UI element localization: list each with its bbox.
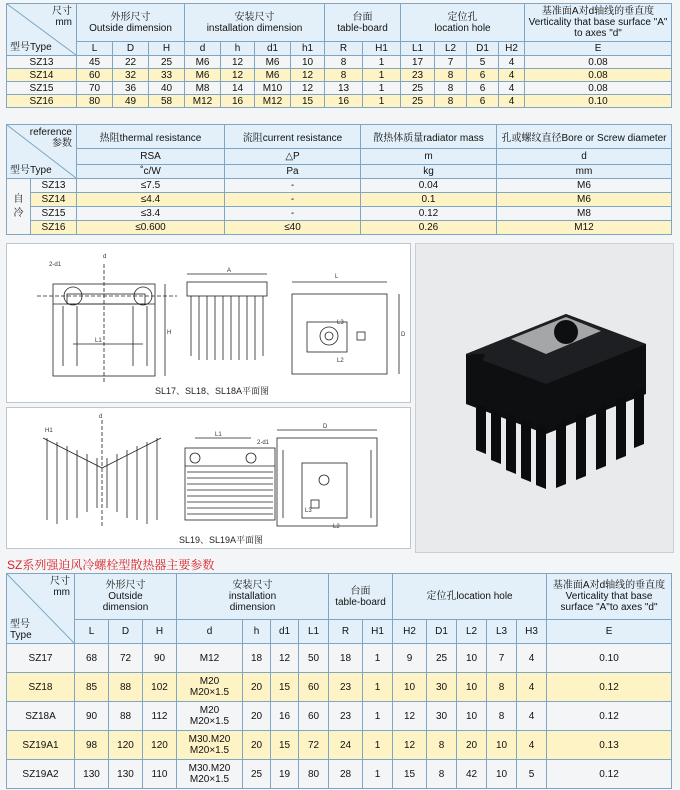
value-cell: 1 — [363, 69, 401, 82]
value-cell: 0.26 — [361, 221, 497, 235]
section-title: SZ系列强迫风冷螺栓型散热器主要参数 — [7, 558, 215, 572]
value-cell: 1 — [363, 731, 393, 760]
thread-cell — [177, 673, 243, 702]
table-thermal-parameters — [6, 124, 672, 235]
model-cell: SZ19A1 — [7, 731, 75, 760]
col-head: L2 — [457, 620, 487, 644]
value-cell: M6 — [497, 193, 672, 207]
value-cell: M6 — [185, 69, 221, 82]
unit-cell: ˚c/W — [77, 165, 225, 179]
unit-cell: kg — [361, 165, 497, 179]
value-cell: ≤40 — [225, 221, 361, 235]
value-cell: 19 — [271, 760, 299, 789]
col-head: L1 — [299, 620, 329, 644]
value-cell: 80 — [299, 760, 329, 789]
value-cell: - — [225, 207, 361, 221]
svg-text:H1: H1 — [45, 428, 53, 434]
reference-label: reference — [29, 127, 72, 138]
col-head: H1 — [363, 620, 393, 644]
value-cell: 25 — [401, 95, 435, 108]
group-installation: 安装尺寸 installation dimension — [185, 4, 325, 42]
table-row — [7, 193, 672, 207]
col-head: L — [75, 620, 109, 644]
col-head: L1 — [401, 42, 435, 56]
svg-text:d: d — [103, 254, 107, 260]
value-cell: 8 — [427, 760, 457, 789]
value-cell: 28 — [329, 760, 363, 789]
heatsink-photo — [415, 243, 674, 553]
model-cell: SZ15 — [7, 82, 77, 95]
value-cell: 0.08 — [525, 69, 672, 82]
value-cell: 15 — [393, 760, 427, 789]
col-head: d — [185, 42, 221, 56]
thread-primary: M30.M20 — [188, 734, 231, 745]
head-radiator-mass: 散热体质量radiator mass — [361, 125, 497, 149]
value-cell: 0.12 — [547, 760, 672, 789]
thread-secondary: M20×1.5 — [189, 716, 230, 727]
col-head: d1 — [255, 42, 291, 56]
value-cell: 15 — [291, 95, 325, 108]
group-outside: 外形尺寸 Outside dimension — [77, 4, 185, 42]
group-installation: 安装尺寸 installation dimension — [177, 574, 329, 620]
value-cell: 0.04 — [361, 179, 497, 193]
thread-primary: M20 — [199, 705, 220, 716]
table-row — [7, 56, 672, 69]
value-cell: 58 — [149, 95, 185, 108]
value-cell: 60 — [299, 673, 329, 702]
model-cell: SZ15 — [31, 207, 77, 221]
thread-cell — [177, 731, 243, 760]
value-cell: 1 — [363, 82, 401, 95]
value-cell: 4 — [517, 702, 547, 731]
value-cell: ≤7.5 — [77, 179, 225, 193]
unit-label: mm — [55, 17, 72, 28]
value-cell: 8 — [427, 731, 457, 760]
group-table-board: 台面 table-board — [325, 4, 401, 42]
col-head: E — [547, 620, 672, 644]
value-cell: 9 — [393, 644, 427, 673]
value-cell: 4 — [517, 644, 547, 673]
col-head: L2 — [435, 42, 467, 56]
value-cell: 1 — [363, 95, 401, 108]
svg-text:D: D — [401, 332, 406, 338]
value-cell: 10 — [457, 702, 487, 731]
col-head: h — [221, 42, 255, 56]
value-cell: 1 — [363, 760, 393, 789]
col-head: L — [77, 42, 113, 56]
type-label: 型号 — [10, 619, 30, 630]
col-head: R — [325, 42, 363, 56]
value-cell: 60 — [77, 69, 113, 82]
value-cell: 25 — [427, 644, 457, 673]
value-cell: 6 — [467, 69, 499, 82]
col-head: H — [149, 42, 185, 56]
symbol-cell: m — [361, 149, 497, 165]
drawing-panel-sl19 — [6, 407, 411, 549]
col-head: D1 — [467, 42, 499, 56]
corner-header — [7, 574, 75, 644]
value-cell: 8 — [435, 82, 467, 95]
value-cell: 20 — [243, 731, 271, 760]
value-cell: 20 — [243, 673, 271, 702]
value-cell: 1 — [363, 702, 393, 731]
value-cell: 23 — [329, 702, 363, 731]
size-label: 尺寸 — [50, 576, 70, 587]
value-cell: 16 — [271, 702, 299, 731]
col-head: H2 — [393, 620, 427, 644]
group-table-board: 台面 table-board — [329, 574, 393, 620]
value-cell: 23 — [329, 673, 363, 702]
value-cell: 130 — [109, 760, 143, 789]
value-cell: 0.12 — [361, 207, 497, 221]
value-cell: 4 — [499, 69, 525, 82]
model-cell: SZ13 — [31, 179, 77, 193]
value-cell: 50 — [299, 644, 329, 673]
value-cell: 23 — [401, 69, 435, 82]
value-cell: 25 — [401, 82, 435, 95]
value-cell: 12 — [393, 731, 427, 760]
value-cell: 40 — [149, 82, 185, 95]
group-location-hole: 定位孔 location hole — [401, 4, 525, 42]
value-cell: 8 — [435, 69, 467, 82]
model-cell: SZ19A2 — [7, 760, 75, 789]
unit-cell: mm — [497, 165, 672, 179]
value-cell: 7 — [435, 56, 467, 69]
model-cell: SZ18A — [7, 702, 75, 731]
table-row — [7, 69, 672, 82]
value-cell: 10 — [457, 644, 487, 673]
value-cell: 17 — [401, 56, 435, 69]
value-cell: 0.12 — [547, 702, 672, 731]
table-row — [7, 644, 672, 673]
svg-text:L2: L2 — [337, 358, 344, 364]
symbol-cell: d — [497, 149, 672, 165]
heatsink-image — [416, 244, 673, 552]
table-row — [7, 702, 672, 731]
value-cell: 36 — [113, 82, 149, 95]
value-cell: 25 — [243, 760, 271, 789]
col-head: H — [143, 620, 177, 644]
value-cell: 60 — [299, 702, 329, 731]
svg-text:L2: L2 — [333, 524, 340, 530]
value-cell: 10 — [393, 673, 427, 702]
svg-text:L1: L1 — [215, 432, 222, 438]
value-cell: 4 — [517, 731, 547, 760]
value-cell: 0.08 — [525, 82, 672, 95]
symbol-cell: RSA — [77, 149, 225, 165]
model-cell: SZ16 — [31, 221, 77, 235]
value-cell: 10 — [291, 56, 325, 69]
value-cell: 70 — [77, 82, 113, 95]
value-cell: 0.13 — [547, 731, 672, 760]
value-cell: 1 — [363, 56, 401, 69]
value-cell: M6 — [185, 56, 221, 69]
table-row — [7, 221, 672, 235]
value-cell: 0.12 — [547, 673, 672, 702]
value-cell: 42 — [457, 760, 487, 789]
value-cell: ≤0.600 — [77, 221, 225, 235]
value-cell: 32 — [113, 69, 149, 82]
table-row — [7, 731, 672, 760]
svg-text:L3: L3 — [305, 508, 312, 514]
model-cell: SZ14 — [7, 69, 77, 82]
col-head: R — [329, 620, 363, 644]
value-cell: 4 — [517, 673, 547, 702]
value-cell: M6 — [255, 56, 291, 69]
value-cell: 25 — [149, 56, 185, 69]
group-location-hole: 定位孔location hole — [393, 574, 547, 620]
value-cell: 1 — [363, 673, 393, 702]
table-row — [7, 207, 672, 221]
value-cell: 90 — [75, 702, 109, 731]
value-cell: 102 — [143, 673, 177, 702]
value-cell: 12 — [291, 82, 325, 95]
value-cell: 90 — [143, 644, 177, 673]
caption-sl17-sl18: SL17、SL18、SL18A平面图 — [155, 386, 270, 396]
value-cell: 130 — [75, 760, 109, 789]
value-cell: 110 — [143, 760, 177, 789]
value-cell: 20 — [457, 731, 487, 760]
value-cell: 0.10 — [525, 95, 672, 108]
value-cell: 8 — [325, 56, 363, 69]
value-cell: 72 — [109, 644, 143, 673]
value-cell: 5 — [467, 56, 499, 69]
value-cell: 4 — [499, 95, 525, 108]
value-cell: M8 — [185, 82, 221, 95]
value-cell: 85 — [75, 673, 109, 702]
value-cell: 8 — [435, 95, 467, 108]
thread-secondary: M20×1.5 — [189, 687, 230, 698]
table-row — [7, 82, 672, 95]
svg-text:L: L — [335, 274, 339, 280]
value-cell: 12 — [221, 56, 255, 69]
value-cell: M12 — [497, 221, 672, 235]
thread-cell — [177, 760, 243, 789]
value-cell: 5 — [517, 760, 547, 789]
svg-text:2-d1: 2-d1 — [257, 440, 270, 446]
value-cell: 4 — [499, 56, 525, 69]
value-cell: 14 — [221, 82, 255, 95]
value-cell: - — [225, 193, 361, 207]
col-head: d1 — [271, 620, 299, 644]
value-cell: 12 — [393, 702, 427, 731]
col-head: D — [113, 42, 149, 56]
value-cell: 7 — [487, 644, 517, 673]
value-cell: 12 — [291, 69, 325, 82]
value-cell: 16 — [325, 95, 363, 108]
value-cell: 8 — [325, 69, 363, 82]
value-cell: 120 — [109, 731, 143, 760]
table-sz-forced-air-parameters — [6, 573, 672, 789]
model-cell: SZ16 — [7, 95, 77, 108]
value-cell: ≤3.4 — [77, 207, 225, 221]
svg-text:L1: L1 — [95, 338, 102, 344]
svg-text:L3: L3 — [337, 320, 344, 326]
column-header-row — [7, 42, 672, 56]
caption-sl19: SL19、SL19A平面图 — [179, 535, 264, 545]
head-bore-diameter: 孔或螺纹直径Bore or Screw diameter — [497, 125, 672, 149]
value-cell: 18 — [243, 644, 271, 673]
col-head: E — [525, 42, 672, 56]
value-cell: 8 — [487, 673, 517, 702]
thread-primary: M20 — [199, 676, 220, 687]
thread-secondary: M20×1.5 — [189, 774, 230, 785]
thread-cell — [177, 702, 243, 731]
value-cell: M12 — [185, 95, 221, 108]
table-row — [7, 179, 672, 193]
value-cell: 88 — [109, 673, 143, 702]
value-cell: 13 — [325, 82, 363, 95]
col-head: H2 — [499, 42, 525, 56]
value-cell: ≤4.4 — [77, 193, 225, 207]
col-head: h — [243, 620, 271, 644]
value-cell: 49 — [113, 95, 149, 108]
thread-primary: M12 — [199, 652, 220, 664]
value-cell: 16 — [221, 95, 255, 108]
value-cell: 20 — [243, 702, 271, 731]
value-cell: M6 — [497, 179, 672, 193]
col-head: h1 — [291, 42, 325, 56]
svg-text:H: H — [167, 330, 172, 336]
head-thermal-resistance: 热阻thermal resistance — [77, 125, 225, 149]
value-cell: 6 — [467, 95, 499, 108]
value-cell: 8 — [487, 702, 517, 731]
value-cell: 30 — [427, 673, 457, 702]
svg-text:A: A — [227, 268, 232, 274]
sl19-drawing — [7, 408, 410, 548]
value-cell: 120 — [143, 731, 177, 760]
value-cell: 1 — [363, 644, 393, 673]
value-cell: 18 — [329, 644, 363, 673]
col-head: D — [109, 620, 143, 644]
value-cell: M6 — [255, 69, 291, 82]
table-row — [7, 673, 672, 702]
value-cell: 12 — [221, 69, 255, 82]
model-cell: SZ18 — [7, 673, 75, 702]
corner-header — [7, 4, 77, 56]
value-cell: M12 — [255, 95, 291, 108]
value-cell: 22 — [113, 56, 149, 69]
value-cell: 88 — [109, 702, 143, 731]
table-row — [7, 95, 672, 108]
value-cell: 98 — [75, 731, 109, 760]
sl17-sl18-drawing — [7, 244, 410, 402]
thread-primary: M30.M20 — [188, 763, 231, 774]
col-head: H3 — [517, 620, 547, 644]
value-cell: 0.08 — [525, 56, 672, 69]
value-cell: 15 — [271, 731, 299, 760]
value-cell: 4 — [499, 82, 525, 95]
value-cell: - — [225, 179, 361, 193]
value-cell: 30 — [427, 702, 457, 731]
group-verticality: 基准面A对d轴线的垂直度 Verticality that base surface "A" to axes "d" — [525, 4, 672, 42]
model-cell: SZ14 — [31, 193, 77, 207]
thread-secondary: M20×1.5 — [189, 745, 230, 756]
value-cell: 33 — [149, 69, 185, 82]
value-cell: 15 — [271, 673, 299, 702]
col-head: H1 — [363, 42, 401, 56]
parameter-label: 参数 — [52, 138, 72, 149]
symbol-cell: △P — [225, 149, 361, 165]
value-cell: 68 — [75, 644, 109, 673]
value-cell: 112 — [143, 702, 177, 731]
size-label: 尺寸 — [52, 6, 72, 17]
value-cell: 72 — [299, 731, 329, 760]
value-cell: M10 — [255, 82, 291, 95]
type-label-en: Type — [10, 630, 32, 641]
table-sz13-sz16-dimensions — [6, 3, 672, 108]
unit-label: mm — [53, 587, 70, 598]
value-cell: 10 — [487, 731, 517, 760]
value-cell: 6 — [467, 82, 499, 95]
value-cell: 0.1 — [361, 193, 497, 207]
self-cooling-label: 自 冷 — [7, 179, 31, 235]
type-label: 型号Type — [10, 165, 52, 176]
svg-text:d: d — [99, 414, 103, 420]
svg-text:2-d1: 2-d1 — [49, 262, 62, 268]
table-row — [7, 760, 672, 789]
type-label: 型号Type — [10, 42, 52, 53]
group-verticality: 基准面A对d轴线的垂直度 Verticality that base surface "A"to axes "d" — [547, 574, 672, 620]
value-cell: 12 — [271, 644, 299, 673]
value-cell: 80 — [77, 95, 113, 108]
head-current-resistance: 流阻current resistance — [225, 125, 361, 149]
unit-cell: Pa — [225, 165, 361, 179]
value-cell: 0.10 — [547, 644, 672, 673]
model-cell: SZ17 — [7, 644, 75, 673]
value-cell: M8 — [497, 207, 672, 221]
col-head: L3 — [487, 620, 517, 644]
value-cell: 24 — [329, 731, 363, 760]
drawing-panel-sl17-sl18 — [6, 243, 411, 403]
column-header-row — [7, 620, 672, 644]
thread-cell — [177, 644, 243, 673]
col-head: d — [177, 620, 243, 644]
svg-text:D: D — [323, 424, 328, 430]
value-cell: 10 — [487, 760, 517, 789]
col-head: D1 — [427, 620, 457, 644]
group-outside: 外形尺寸 Outside dimension — [75, 574, 177, 620]
model-cell: SZ13 — [7, 56, 77, 69]
value-cell: 45 — [77, 56, 113, 69]
value-cell: 10 — [457, 673, 487, 702]
corner-header — [7, 125, 77, 179]
